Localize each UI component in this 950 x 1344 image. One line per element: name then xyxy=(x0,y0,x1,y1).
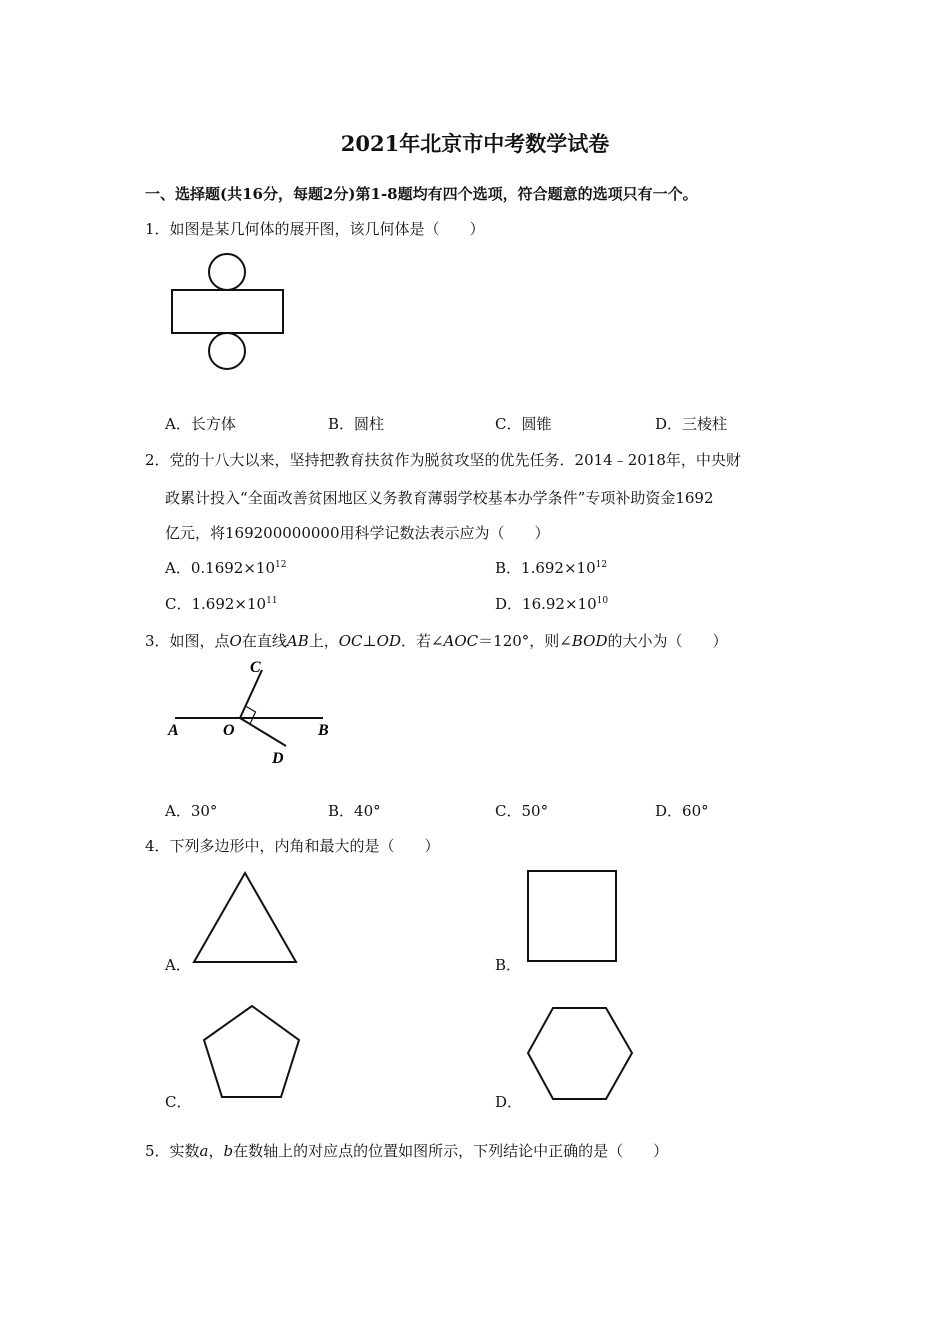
q3-angle-aoc: AOC xyxy=(443,632,479,650)
question-4-stem: 4．下列多边形中，内角和最大的是（ ） xyxy=(145,837,440,855)
q3-text-4: ．若∠ xyxy=(400,632,444,650)
triangle-shape xyxy=(194,873,296,962)
question-1-stem: 1．如图是某几何体的展开图，该几何体是（ ） xyxy=(145,220,485,238)
q1-option-d: D．三棱柱 xyxy=(655,415,728,433)
question-3-stem xyxy=(145,630,728,651)
ray-oc xyxy=(240,670,262,718)
q2-option-c xyxy=(165,593,278,614)
q3-text-3: 上， xyxy=(308,632,339,650)
q3-option-a: A．30° xyxy=(165,802,218,820)
label-a: A xyxy=(168,722,179,739)
q5-separator: ， xyxy=(208,1142,224,1160)
q3-text-6: 的大小为（ ） xyxy=(607,632,728,650)
net-bottom-circle xyxy=(209,333,245,369)
square-shape xyxy=(528,871,616,961)
q2-option-c-label: C． xyxy=(165,595,192,613)
question-2-line-1: 2．党的十八大以来，坚持把教育扶贫作为脱贫攻坚的优先任务．2014﹣2018年，中央财 xyxy=(145,451,741,469)
question-2-line-2: 政累计投入“全面改善贫困地区义务教育薄弱学校基本办学条件”专项补助资金1692 xyxy=(165,489,714,507)
q2-option-d xyxy=(495,593,608,614)
q5-var-b: b xyxy=(223,1142,234,1160)
section-heading: 一、选择题(共16分，每题2分)第1-8题均有四个选项，符合题意的选项只有一个。 xyxy=(145,185,698,203)
q4-option-a-label: A． xyxy=(165,956,191,974)
q3-ray-od: OD xyxy=(376,632,401,650)
q3-option-d: D．60° xyxy=(655,802,709,820)
q2-option-b-exp: 12 xyxy=(595,560,608,570)
q2-option-a-exp: 12 xyxy=(274,560,287,570)
q2-option-d-base: 16.92×10 xyxy=(522,595,597,613)
q3-option-c: C．50° xyxy=(495,802,549,820)
q1-option-a: A．长方体 xyxy=(165,415,236,433)
triangle-figure xyxy=(190,870,300,966)
q2-option-a-base: 0.1692×10 xyxy=(190,559,275,577)
label-d: D xyxy=(272,750,284,767)
question-2-line-3: 亿元，将169200000000用科学记数法表示应为（ ） xyxy=(165,524,550,542)
q2-option-d-exp: 10 xyxy=(596,596,609,606)
q3-line-ab: AB xyxy=(286,632,309,650)
q2-option-d-label: D． xyxy=(495,595,523,613)
label-o: O xyxy=(223,722,235,739)
angle-figure xyxy=(165,658,345,768)
q4-option-b-label: B． xyxy=(495,956,522,974)
q1-option-b: B．圆柱 xyxy=(328,415,385,433)
pentagon-figure xyxy=(200,1003,305,1103)
net-figure xyxy=(168,250,288,375)
q3-text-1: 3．如图，点 xyxy=(145,632,230,650)
q5-text-1: 5．实数 xyxy=(145,1142,200,1160)
q3-ray-oc: OC xyxy=(338,632,363,650)
pentagon-shape xyxy=(204,1006,299,1097)
hexagon-figure xyxy=(525,1005,635,1105)
square-figure xyxy=(525,868,620,964)
q4-option-d-label: D． xyxy=(495,1093,523,1111)
page-title: 2021年北京市中考数学试卷 xyxy=(340,131,610,156)
q3-text-2: 在直线 xyxy=(241,632,287,650)
q2-option-b-base: 1.692×10 xyxy=(521,559,596,577)
q3-perp-symbol: ⊥ xyxy=(362,632,377,650)
q5-text-2: 在数轴上的对应点的位置如图所示，下列结论中正确的是（ ） xyxy=(233,1142,669,1160)
q2-option-c-base: 1.692×10 xyxy=(191,595,267,613)
q2-option-c-exp: 11 xyxy=(266,596,278,606)
question-5-stem xyxy=(145,1140,668,1161)
q5-var-a: a xyxy=(199,1142,209,1160)
label-b: B xyxy=(318,722,329,739)
net-top-circle xyxy=(209,254,245,290)
hexagon-shape xyxy=(528,1008,632,1099)
q3-point-o: O xyxy=(229,632,242,650)
q3-text-5: ＝120°，则∠ xyxy=(478,632,572,650)
q3-angle-bod: BOD xyxy=(571,632,608,650)
q3-option-b: B．40° xyxy=(328,802,381,820)
q4-option-c-label: C． xyxy=(165,1093,192,1111)
q2-option-a xyxy=(165,557,286,578)
q2-option-b xyxy=(495,557,607,578)
net-rectangle xyxy=(172,290,283,333)
label-c: C xyxy=(250,659,261,676)
q2-option-a-label: A． xyxy=(165,559,191,577)
ray-od xyxy=(240,718,286,746)
q1-option-c: C．圆锥 xyxy=(495,415,552,433)
q2-option-b-label: B． xyxy=(495,559,522,577)
